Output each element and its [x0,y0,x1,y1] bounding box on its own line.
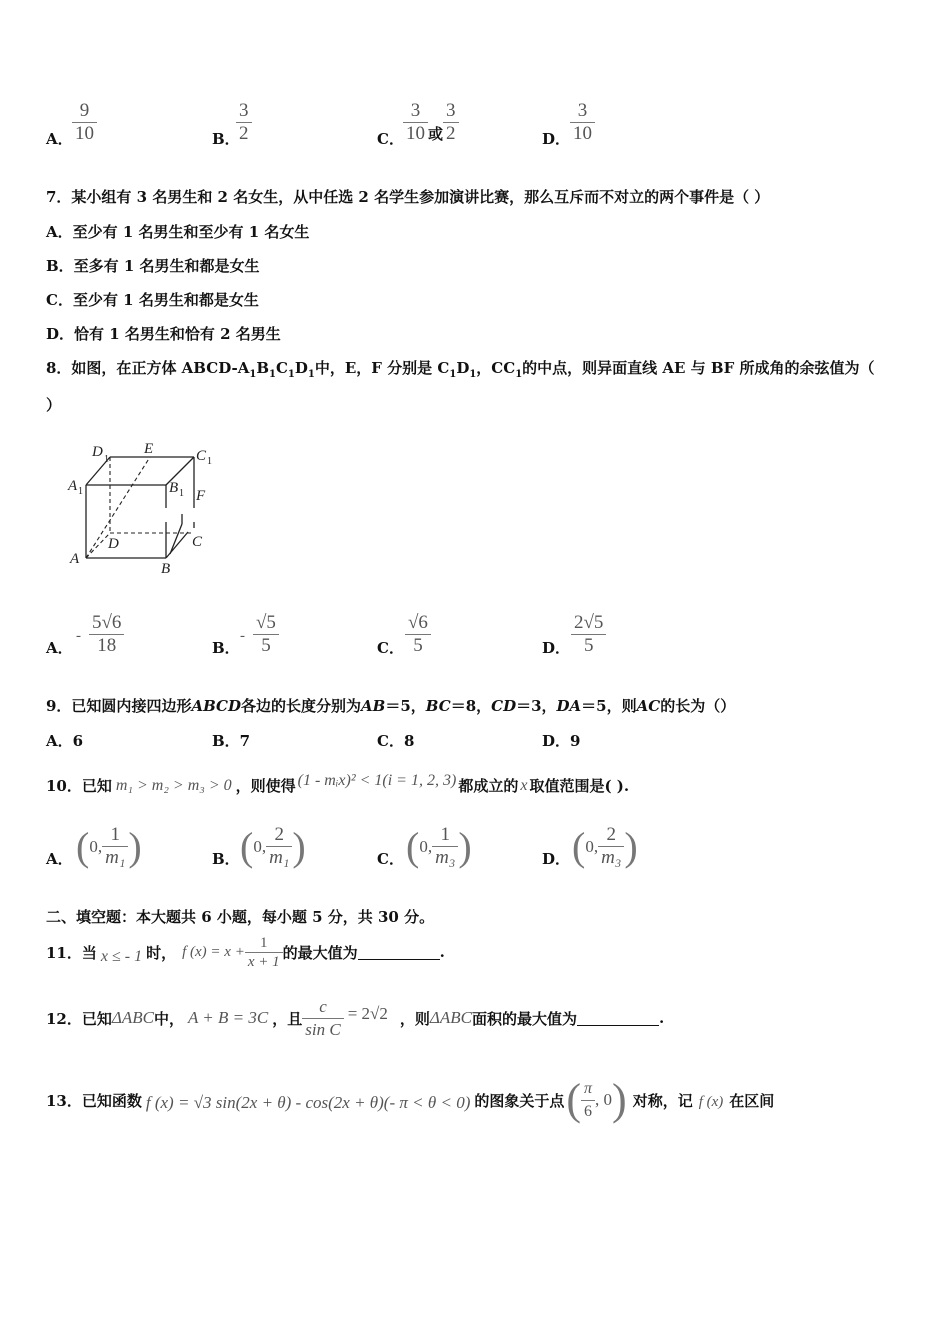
section-2-heading: 二、填空题：本大题共 6 小题，每小题 5 分，共 30 分。 [46,908,435,926]
svg-text:1: 1 [179,488,184,499]
q7-stem: 7．某小组有 3 名男生和 2 名女生，从中任选 2 名学生参加演讲比赛，那么互斥而不对立的两个事件是（ ） [46,188,770,206]
fraction-denominator: 5 [261,635,271,656]
fraction-denominator: 10 [406,123,425,144]
fraction-denominator: 2 [239,123,249,144]
fraction-denominator: 10 [573,123,592,144]
q6-option-d-fraction [570,100,595,145]
q7-option-c: C．至少有 1 名男生和都是女生 [46,291,259,309]
q7-option-d: D．恰有 1 名男生和恰有 2 名男生 [46,325,281,343]
q9-option-a: A．6 [46,732,84,750]
q9-option-c: C．8 [377,732,415,750]
fraction-numerator: √5 [256,612,276,633]
fraction-numerator: 3 [239,100,249,121]
q7-option-a: A．至少有 1 名男生和至少有 1 名女生 [46,223,310,241]
fraction-numerator: 3 [410,100,421,121]
segment-bf [170,524,182,554]
q8-option-d-value [571,612,606,657]
label-e: E [144,441,154,457]
q13-stem: 13．已知函数 f (x) = √3 sin(2x + θ) - cos(2x + θ)(- π < θ < 0) 的图象关于点 ( $\frac{\pi}{6}$ , 0 ) 对称，记 f (x) 在区间 [46,1075,775,1124]
q10-option-c-letter: C． [377,850,404,868]
fraction-denominator: 18 [97,635,117,656]
answer-blank[interactable] [358,945,440,960]
q6-option-b-fraction [236,100,252,145]
label-a1: A [68,478,78,494]
fraction-numerator: 2√5 [574,612,604,633]
q10-option-b-letter: B． [212,850,240,868]
q11-stem: 11．当 x ≤ - 1 时， f (x) = x + $\frac{1}{x + 1}$ 的最大值为 . [46,934,445,970]
fraction-numerator: 3 [577,100,588,121]
q8-option-b-letter: B． [212,639,240,657]
q10-stem: 10．已知 m₁ > m₂ > m₃ > 0 ，则使得 (1 - mᵢx)² < 1(i = 1, 2, 3) 都成立的 x 取值范围是( ). [46,771,630,795]
q10-option-b-value: ( 0, $\frac{2}{\text{m₁}}$ ) [240,823,306,869]
q6-option-c-fractions [403,100,459,145]
or-text: 或 [428,125,444,143]
q10-option-a-letter: A． [46,850,73,868]
q8-option-c-letter: C． [377,639,404,657]
fraction-denominator: 2 [446,123,456,144]
fraction-numerator: 3 [446,100,456,121]
q8-option-a-value: - $\frac{5√6}{18}$ [76,612,124,657]
fraction-numerator: 9 [79,100,90,121]
q10-option-a-value: ( 0, $\frac{1}{\text{m₁}}$ ) [76,823,142,869]
svg-text:1: 1 [104,454,109,465]
answer-blank[interactable] [577,1011,659,1026]
q6-option-a-fraction [72,100,97,145]
label-a: A [70,551,80,567]
label-f: F [196,488,206,504]
q8-option-d-letter: D． [542,639,571,657]
fraction-numerator: √6 [408,612,428,633]
q9-option-b: B．7 [212,732,251,750]
q10-option-d-value: ( 0, $\frac{2}{\text{m₃}}$ ) [572,823,638,869]
cube-figure [62,436,222,578]
q7-option-b: B．至多有 1 名男生和都是女生 [46,257,260,275]
q12-stem: 12．已知 ΔABC 中， A + B = 3C ，且 $\frac{c}{\text{sin C}}$ = 2√2 ，则 ΔABC 面积的最大值为 . [46,996,665,1039]
q10-option-d-letter: D． [542,850,571,868]
q8-stem-close: ） [46,396,62,414]
label-b: B [161,561,171,577]
fraction-numerator: 5√6 [92,612,122,633]
fraction-denominator: 5 [413,635,423,656]
label-b1: B [169,480,179,496]
svg-text:1: 1 [78,486,83,497]
label-c: C [192,534,203,550]
label-d: D [108,536,119,552]
q6-option-c-letter: C． [377,130,404,148]
label-c1: C [196,448,207,464]
q10-option-c-value: ( 0, $\frac{1}{\text{m₃}}$ ) [406,823,472,869]
q6-option-b-letter: B． [212,130,240,148]
label-d1: D [92,444,103,460]
svg-text:1: 1 [207,456,212,467]
q8-stem: 8．如图，在正方体 ABCD-$A_1B_1C_1D_1$中，E，F 分别是 $C_1D_1$，$CC_1$的中点，则异面直线 AE 与 BF 所成角的余弦值为（ [46,359,875,380]
q8-option-b-value: - $\frac{√5}{5}$ [240,612,279,657]
fraction-denominator: 10 [75,123,94,144]
hidden-edge-ad [86,533,110,558]
q6-option-d-letter: D． [542,130,571,148]
q8-option-c-value [405,612,431,657]
q8-option-a-letter: A． [46,639,73,657]
fraction-denominator: 5 [583,635,594,656]
q9-option-d: D．9 [542,732,581,750]
q6-option-a-letter: A． [46,130,73,148]
q9-stem: 9．已知圆内接四边形ABCD各边的长度分别为AB＝5，BC＝8，CD＝3，DA＝5，则AC的长为（） [46,697,736,715]
